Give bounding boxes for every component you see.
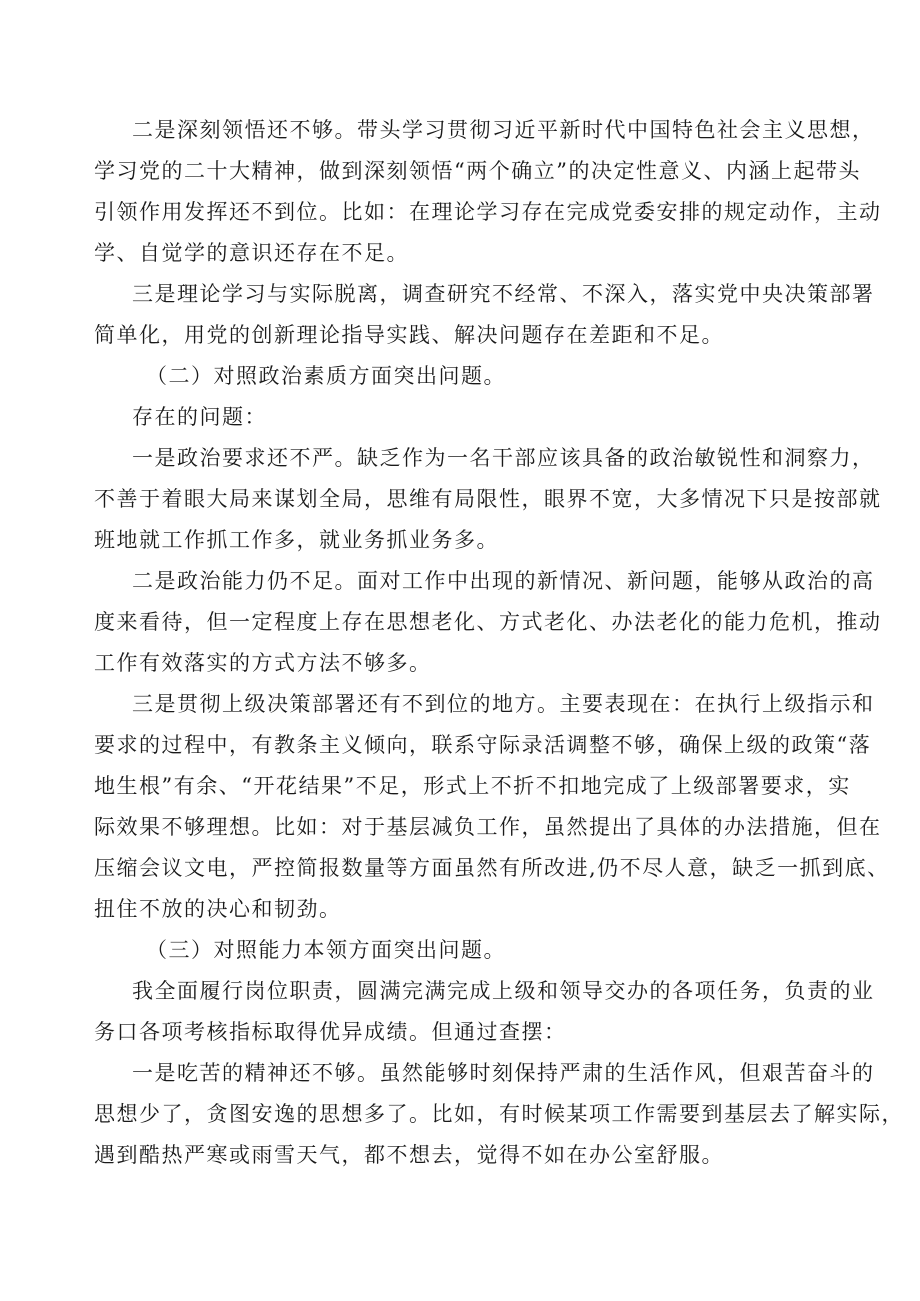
text-line: 扭住不放的决心和韧劲。 (94, 897, 342, 921)
text-line: 不善于着眼大局来谋划全局，思维有局限性，眼界不宽，大多情况下只是按部就 (94, 487, 882, 511)
section-heading-line: （三）对照能力本领方面突出问题。 (146, 938, 506, 962)
text-line: 三是理论学习与实际脱离，调查研究不经常、不深入，落实党中央决策部署 (132, 282, 875, 306)
text-line: 我全面履行岗位职责，圆满完满完成上级和领导交办的各项任务，负责的业 (132, 979, 875, 1003)
text-line: 简单化，用党的创新理论指导实践、解决问题存在差距和不足。 (94, 323, 724, 347)
text-line: 遇到酷热严寒或雨雪天气，都不想去，觉得不如在办公室舒服。 (94, 1143, 724, 1167)
document-body (94, 110, 904, 1176)
text-line: 思想少了，贪图安逸的思想多了。比如，有时候某项工作需要到基层去了解实际， (94, 1102, 904, 1126)
text-line: 度来看待，但一定程度上存在思想老化、方式老化、办法老化的能力危机，推动 (94, 610, 882, 634)
text-line: 学习党的二十大精神，做到深刻领悟“两个确立”的决定性意义、内涵上起带头 (94, 159, 861, 183)
text-line: 压缩会议文电，严控简报数量等方面虽然有所改进,仍不尽人意，缺乏一抓到底、 (94, 856, 890, 880)
text-line: 学、自觉学的意识还存在不足。 (94, 241, 409, 265)
text-line: 工作有效落实的方式方法不够多。 (94, 651, 432, 675)
text-line: 班地就工作抓工作多，就业务抓业务多。 (94, 528, 499, 552)
text-line: 引领作用发挥还不到位。比如：在理论学习存在完成党委安排的规定动作，主动 (94, 200, 882, 224)
text-line: 际效果不够理想。比如：对于基层减负工作，虽然提出了具体的办法措施，但在 (94, 815, 882, 839)
text-line: 地生根”有余、“开花结果”不足，形式上不折不扣地完成了上级部署要求，实 (94, 774, 851, 798)
text-line: 务口各项考核指标取得优异成绩。但通过查摆： (94, 1020, 567, 1044)
text-line: 三是贯彻上级决策部署还有不到位的地方。主要表现在：在执行上级指示和 (132, 692, 875, 716)
text-line: 要求的过程中，有教条主义倾向，联系守际录活调整不够，确保上级的政策“落 (94, 733, 872, 757)
text-line: 一是吃苦的精神还不够。虽然能够时刻保持严肃的生活作风，但艰苦奋斗的 (132, 1061, 875, 1085)
text-line: 二是政治能力仍不足。面对工作中出现的新情况、新问题，能够从政治的高 (132, 569, 875, 593)
text-line: 二是深刻领悟还不够。带头学习贯彻习近平新时代中国特色社会主义思想， (132, 118, 875, 142)
text-line: 一是政治要求还不严。缺乏作为一名干部应该具备的政治敏锐性和洞察力， (132, 446, 875, 470)
section-heading-line: （二）对照政治素质方面突出问题。 (146, 364, 506, 388)
text-line: 存在的问题： (132, 405, 267, 429)
